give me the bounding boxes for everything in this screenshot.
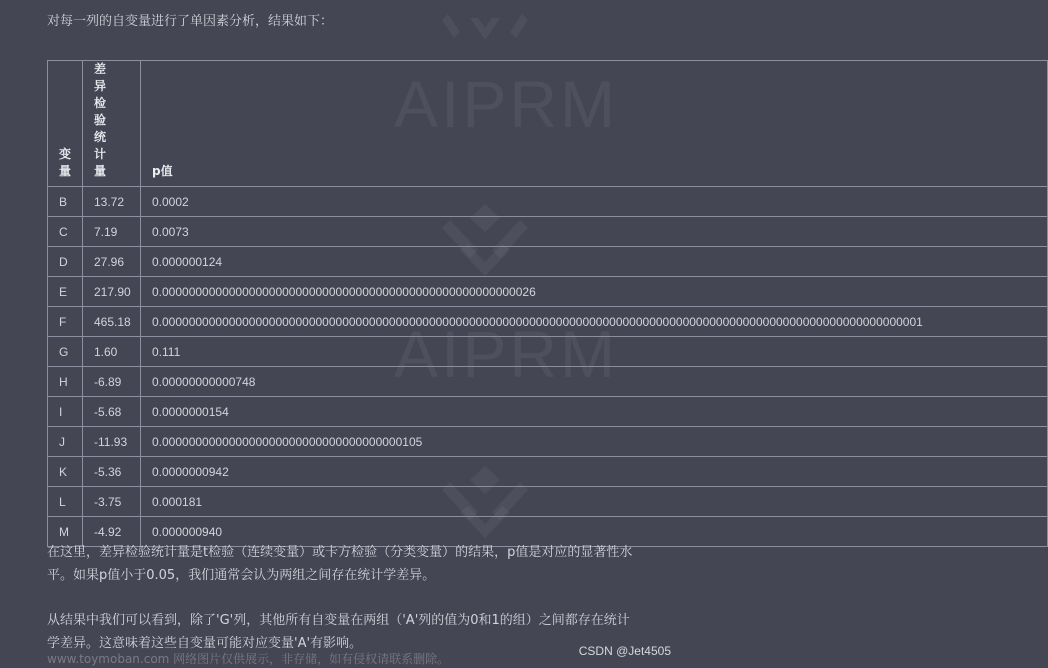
table-row <box>48 427 1048 457</box>
cell-variable: J <box>48 427 83 457</box>
cell-test-statistic: -11.93 <box>83 427 141 457</box>
header-p-value: p值 <box>141 61 1048 187</box>
watermark-text: AIPRM <box>394 317 619 391</box>
table-row <box>48 457 1048 487</box>
cell-variable: H <box>48 367 83 397</box>
cell-test-statistic: 27.96 <box>83 247 141 277</box>
cell-p-value: 0.00000000000000000000000000000000000000000000000000000026 <box>141 277 1048 307</box>
aiprm-logo-icon <box>430 12 540 52</box>
cell-p-value: 0.000000000000000000000000000000000000105 <box>141 427 1048 457</box>
cell-variable: M <box>48 517 83 547</box>
cell-test-statistic: -5.36 <box>83 457 141 487</box>
csdn-watermark: CSDN @Jet4505 <box>578 644 671 658</box>
cell-test-statistic: 1.60 <box>83 337 141 367</box>
cell-variable: C <box>48 217 83 247</box>
watermark-text: AIPRM <box>394 67 619 141</box>
cell-p-value: 0.000181 <box>141 487 1048 517</box>
cell-p-value: 0.111 <box>141 337 1048 367</box>
header-test-statistic: 差异检验统计量 <box>83 61 141 187</box>
cell-variable: I <box>48 397 83 427</box>
explanation-paragraph: 在这里，差异检验统计量是t检验（连续变量）或卡方检验（分类变量）的结果，p值是对应的显著性水平。如果p值小于0.05，我们通常会认为两组之间存在统计学差异。 <box>47 545 633 583</box>
table-row <box>48 307 1048 337</box>
cell-p-value: 0.0000000154 <box>141 397 1048 427</box>
table-row <box>48 277 1048 307</box>
cell-test-statistic: 13.72 <box>83 187 141 217</box>
cell-variable: B <box>48 187 83 217</box>
results-table-scroll[interactable] <box>47 60 923 539</box>
cell-test-statistic: -6.89 <box>83 367 141 397</box>
table-row <box>48 187 1048 217</box>
cell-test-statistic: 217.90 <box>83 277 141 307</box>
cell-p-value: 0.000000000000000000000000000000000000000000000000000000000000000000000000000000000000000000000000000000000000000001 <box>141 307 1048 337</box>
table-row <box>48 247 1048 277</box>
cell-p-value: 0.0002 <box>141 187 1048 217</box>
cell-variable: G <box>48 337 83 367</box>
table-header-row <box>48 61 1048 187</box>
intro-text: 对每一列的自变量进行了单因素分析，结果如下： <box>47 14 334 29</box>
cell-p-value: 0.00000000000748 <box>141 367 1048 397</box>
table-row <box>48 337 1048 367</box>
cell-p-value: 0.0073 <box>141 217 1048 247</box>
cell-variable: E <box>48 277 83 307</box>
cell-variable: L <box>48 487 83 517</box>
table-row <box>48 217 1048 247</box>
cell-variable: F <box>48 307 83 337</box>
cell-p-value: 0.0000000942 <box>141 457 1048 487</box>
site-watermark: www.toymoban.com 网络图片仅供展示，非存储，如有侵权请联系删除。 <box>47 652 450 666</box>
table-row <box>48 487 1048 517</box>
results-table <box>47 60 1048 547</box>
cell-test-statistic: 465.18 <box>83 307 141 337</box>
header-variable: 变量 <box>48 61 83 187</box>
cell-test-statistic: -5.68 <box>83 397 141 427</box>
table-row <box>48 367 1048 397</box>
cell-test-statistic: -3.75 <box>83 487 141 517</box>
cell-test-statistic: 7.19 <box>83 217 141 247</box>
cell-p-value: 0.000000940 <box>141 517 1048 547</box>
conclusion-paragraph: 从结果中我们可以看到，除了'G'列，其他所有自变量在两组（'A'列的值为0和1的组）之间都存在统计学差异。这意味着这些自变量可能对应变量'A'有影响。 <box>47 613 630 651</box>
cell-p-value: 0.000000124 <box>141 247 1048 277</box>
cell-variable: D <box>48 247 83 277</box>
table-row <box>48 397 1048 427</box>
cell-variable: K <box>48 457 83 487</box>
cell-test-statistic: -4.92 <box>83 517 141 547</box>
